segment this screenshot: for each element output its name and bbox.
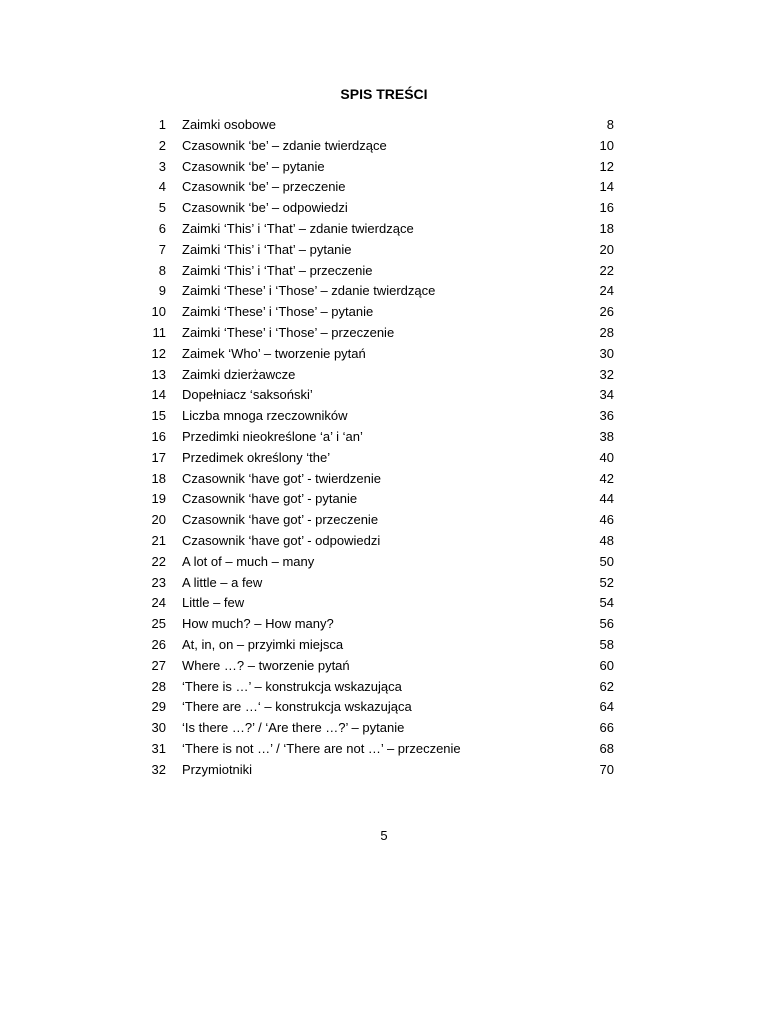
toc-entry-title: Czasownik ‘be’ – pytanie bbox=[182, 158, 325, 174]
toc-entry-page: 10 bbox=[599, 137, 614, 153]
toc-entry-page: 34 bbox=[599, 387, 614, 403]
toc-entry-page: 16 bbox=[599, 200, 614, 216]
toc-entry-page: 28 bbox=[599, 324, 614, 340]
toc-entry-page: 64 bbox=[599, 699, 614, 715]
toc-entry-number: 16 bbox=[151, 428, 166, 444]
toc-entry-page: 50 bbox=[599, 553, 614, 569]
toc-entry-number: 11 bbox=[152, 324, 166, 340]
toc-entry-title: Zaimki ‘These’ i ‘Those’ – zdanie twierdzące bbox=[182, 283, 436, 299]
toc-entry-number: 15 bbox=[151, 408, 166, 424]
toc-entry-title: Zaimki ‘These’ i ‘Those’ – pytanie bbox=[182, 304, 374, 320]
toc-entry-title: Czasownik ‘have got’ - odpowiedzi bbox=[182, 532, 381, 548]
toc-entry-page: 12 bbox=[599, 158, 614, 174]
toc-entry-title: Przedimek określony ‘the’ bbox=[182, 449, 331, 465]
toc-entry-number: 3 bbox=[158, 158, 166, 174]
toc-entry-title: Czasownik ‘be’ – zdanie twierdzące bbox=[182, 137, 387, 153]
toc-entry bbox=[148, 448, 614, 469]
toc-entry-title: How much? – How many? bbox=[182, 616, 334, 632]
table-of-contents bbox=[148, 115, 614, 781]
toc-entry-number: 5 bbox=[158, 200, 166, 216]
toc-entry-number: 7 bbox=[158, 241, 166, 257]
toc-entry-number: 19 bbox=[151, 491, 166, 507]
toc-entry bbox=[148, 760, 614, 781]
toc-entry bbox=[148, 115, 614, 136]
toc-entry-number: 29 bbox=[151, 699, 166, 715]
toc-entry-number: 32 bbox=[151, 761, 166, 777]
toc-entry-title: Little – few bbox=[182, 595, 245, 611]
toc-entry-number: 31 bbox=[151, 740, 166, 756]
toc-entry-number: 8 bbox=[158, 262, 166, 278]
toc-entry bbox=[148, 427, 614, 448]
toc-entry-page: 24 bbox=[599, 283, 614, 299]
toc-entry-number: 14 bbox=[151, 387, 166, 403]
toc-entry-page: 58 bbox=[599, 636, 614, 652]
toc-entry bbox=[148, 510, 614, 531]
toc-entry-page: 20 bbox=[599, 241, 614, 257]
toc-entry-number: 13 bbox=[151, 366, 166, 382]
toc-entry bbox=[148, 281, 614, 302]
toc-entry-title: ‘There is …’ – konstrukcja wskazująca bbox=[182, 678, 402, 694]
toc-entry bbox=[148, 344, 614, 365]
toc-entry-number: 10 bbox=[151, 304, 166, 320]
page-number: 5 bbox=[380, 828, 388, 843]
toc-entry bbox=[148, 656, 614, 677]
toc-entry bbox=[148, 219, 614, 240]
toc-entry bbox=[148, 469, 614, 490]
toc-entry-number: 25 bbox=[151, 616, 166, 632]
toc-entry bbox=[148, 635, 614, 656]
toc-entry-number: 20 bbox=[151, 512, 166, 528]
toc-entry-page: 68 bbox=[599, 740, 614, 756]
toc-entry-title: At, in, on – przyimki miejsca bbox=[182, 636, 344, 652]
toc-entry-number: 1 bbox=[158, 117, 166, 132]
toc-entry-page: 40 bbox=[599, 449, 614, 465]
toc-entry-page: 8 bbox=[606, 117, 614, 132]
toc-entry-page: 32 bbox=[599, 366, 614, 382]
toc-entry-title: Where …? – tworzenie pytań bbox=[182, 657, 350, 673]
toc-entry-number: 30 bbox=[151, 720, 166, 736]
toc-entry bbox=[148, 739, 614, 760]
toc-entry-page: 30 bbox=[599, 345, 614, 361]
toc-entry bbox=[148, 489, 614, 510]
toc-entry bbox=[148, 177, 614, 198]
toc-entry-title: Przymiotniki bbox=[182, 761, 253, 777]
toc-entry-title: Czasownik ‘be’ – odpowiedzi bbox=[182, 200, 348, 216]
toc-entry-number: 24 bbox=[151, 595, 166, 611]
toc-entry-title: Liczba mnoga rzeczowników bbox=[182, 408, 348, 424]
toc-entry-page: 14 bbox=[599, 179, 614, 195]
toc-entry-number: 27 bbox=[151, 657, 166, 673]
toc-entry bbox=[148, 552, 614, 573]
toc-entry-page: 60 bbox=[599, 657, 614, 673]
toc-entry-title: ‘There are …‘ – konstrukcja wskazująca bbox=[182, 699, 412, 715]
toc-entry-page: 48 bbox=[599, 532, 614, 548]
toc-entry-page: 62 bbox=[599, 678, 614, 694]
toc-entry-page: 56 bbox=[599, 616, 614, 632]
toc-entry-page: 22 bbox=[599, 262, 614, 278]
toc-entry bbox=[148, 697, 614, 718]
toc-entry-title: Zaimki ‘These’ i ‘Those’ – przeczenie bbox=[182, 324, 395, 340]
toc-entry-number: 18 bbox=[151, 470, 166, 486]
toc-entry-page: 26 bbox=[599, 304, 614, 320]
toc-entry-number: 23 bbox=[151, 574, 166, 590]
toc-entry-page: 70 bbox=[599, 761, 614, 777]
toc-entry bbox=[148, 302, 614, 323]
toc-entry-number: 9 bbox=[158, 283, 166, 299]
toc-entry-title: Czasownik ‘have got’ - przeczenie bbox=[182, 512, 379, 528]
toc-entry bbox=[148, 365, 614, 386]
toc-entry-number: 4 bbox=[158, 179, 166, 195]
toc-entry-title: Czasownik ‘be’ – przeczenie bbox=[182, 179, 346, 195]
toc-entry-page: 44 bbox=[599, 491, 614, 507]
toc-entry bbox=[148, 677, 614, 698]
toc-entry-page: 42 bbox=[599, 470, 614, 486]
toc-entry-number: 22 bbox=[151, 553, 166, 569]
toc-entry-title: A lot of – much – many bbox=[182, 553, 315, 569]
toc-entry bbox=[148, 406, 614, 427]
toc-entry bbox=[148, 240, 614, 261]
toc-entry-title: Dopełniacz ‘saksoński’ bbox=[182, 387, 313, 403]
toc-entry-page: 52 bbox=[599, 574, 614, 590]
toc-entry bbox=[148, 136, 614, 157]
toc-entry-page: 46 bbox=[599, 512, 614, 528]
toc-entry bbox=[148, 718, 614, 739]
toc-entry-title: ‘Is there …?’ / ‘Are there …?’ – pytanie bbox=[182, 720, 405, 736]
toc-entry-title: Zaimek ‘Who’ – tworzenie pytań bbox=[182, 345, 366, 361]
toc-entry bbox=[148, 614, 614, 635]
toc-entry bbox=[148, 593, 614, 614]
toc-entry-title: Zaimki ‘This’ i ‘That’ – pytanie bbox=[182, 241, 352, 257]
toc-entry bbox=[148, 261, 614, 282]
toc-entry-title: Czasownik ‘have got’ - twierdzenie bbox=[182, 470, 381, 486]
toc-entry-title: ‘There is not …’ / ‘There are not …’ – przeczenie bbox=[182, 740, 461, 756]
page-title: SPIS TREŚCI bbox=[340, 86, 428, 102]
toc-entry-number: 2 bbox=[158, 137, 166, 153]
toc-entry bbox=[148, 198, 614, 219]
toc-entry bbox=[148, 157, 614, 178]
toc-entry-title: Zaimki ‘This’ i ‘That’ – przeczenie bbox=[182, 262, 373, 278]
toc-entry-number: 6 bbox=[158, 220, 166, 236]
toc-entry-page: 38 bbox=[599, 428, 614, 444]
toc-entry-page: 18 bbox=[599, 220, 614, 236]
toc-entry-number: 12 bbox=[151, 345, 166, 361]
toc-entry-number: 26 bbox=[151, 636, 166, 652]
toc-entry-title: Zaimki osobowe bbox=[182, 117, 276, 132]
toc-entry-number: 21 bbox=[151, 532, 166, 548]
toc-entry-number: 17 bbox=[151, 449, 166, 465]
toc-entry-title: Czasownik ‘have got’ - pytanie bbox=[182, 491, 358, 507]
toc-entry-title: Zaimki ‘This’ i ‘That’ – zdanie twierdzące bbox=[182, 220, 414, 236]
toc-entry-number: 28 bbox=[151, 678, 166, 694]
toc-entry-page: 36 bbox=[599, 408, 614, 424]
toc-entry-page: 66 bbox=[599, 720, 614, 736]
toc-entry-title: Zaimki dzierżawcze bbox=[182, 366, 296, 382]
toc-entry bbox=[148, 573, 614, 594]
toc-entry-title: A little – a few bbox=[182, 574, 263, 590]
toc-entry bbox=[148, 323, 614, 344]
toc-entry bbox=[148, 531, 614, 552]
toc-entry bbox=[148, 385, 614, 406]
toc-entry-title: Przedimki nieokreślone ‘a’ i ‘an’ bbox=[182, 428, 363, 444]
toc-entry-page: 54 bbox=[599, 595, 614, 611]
